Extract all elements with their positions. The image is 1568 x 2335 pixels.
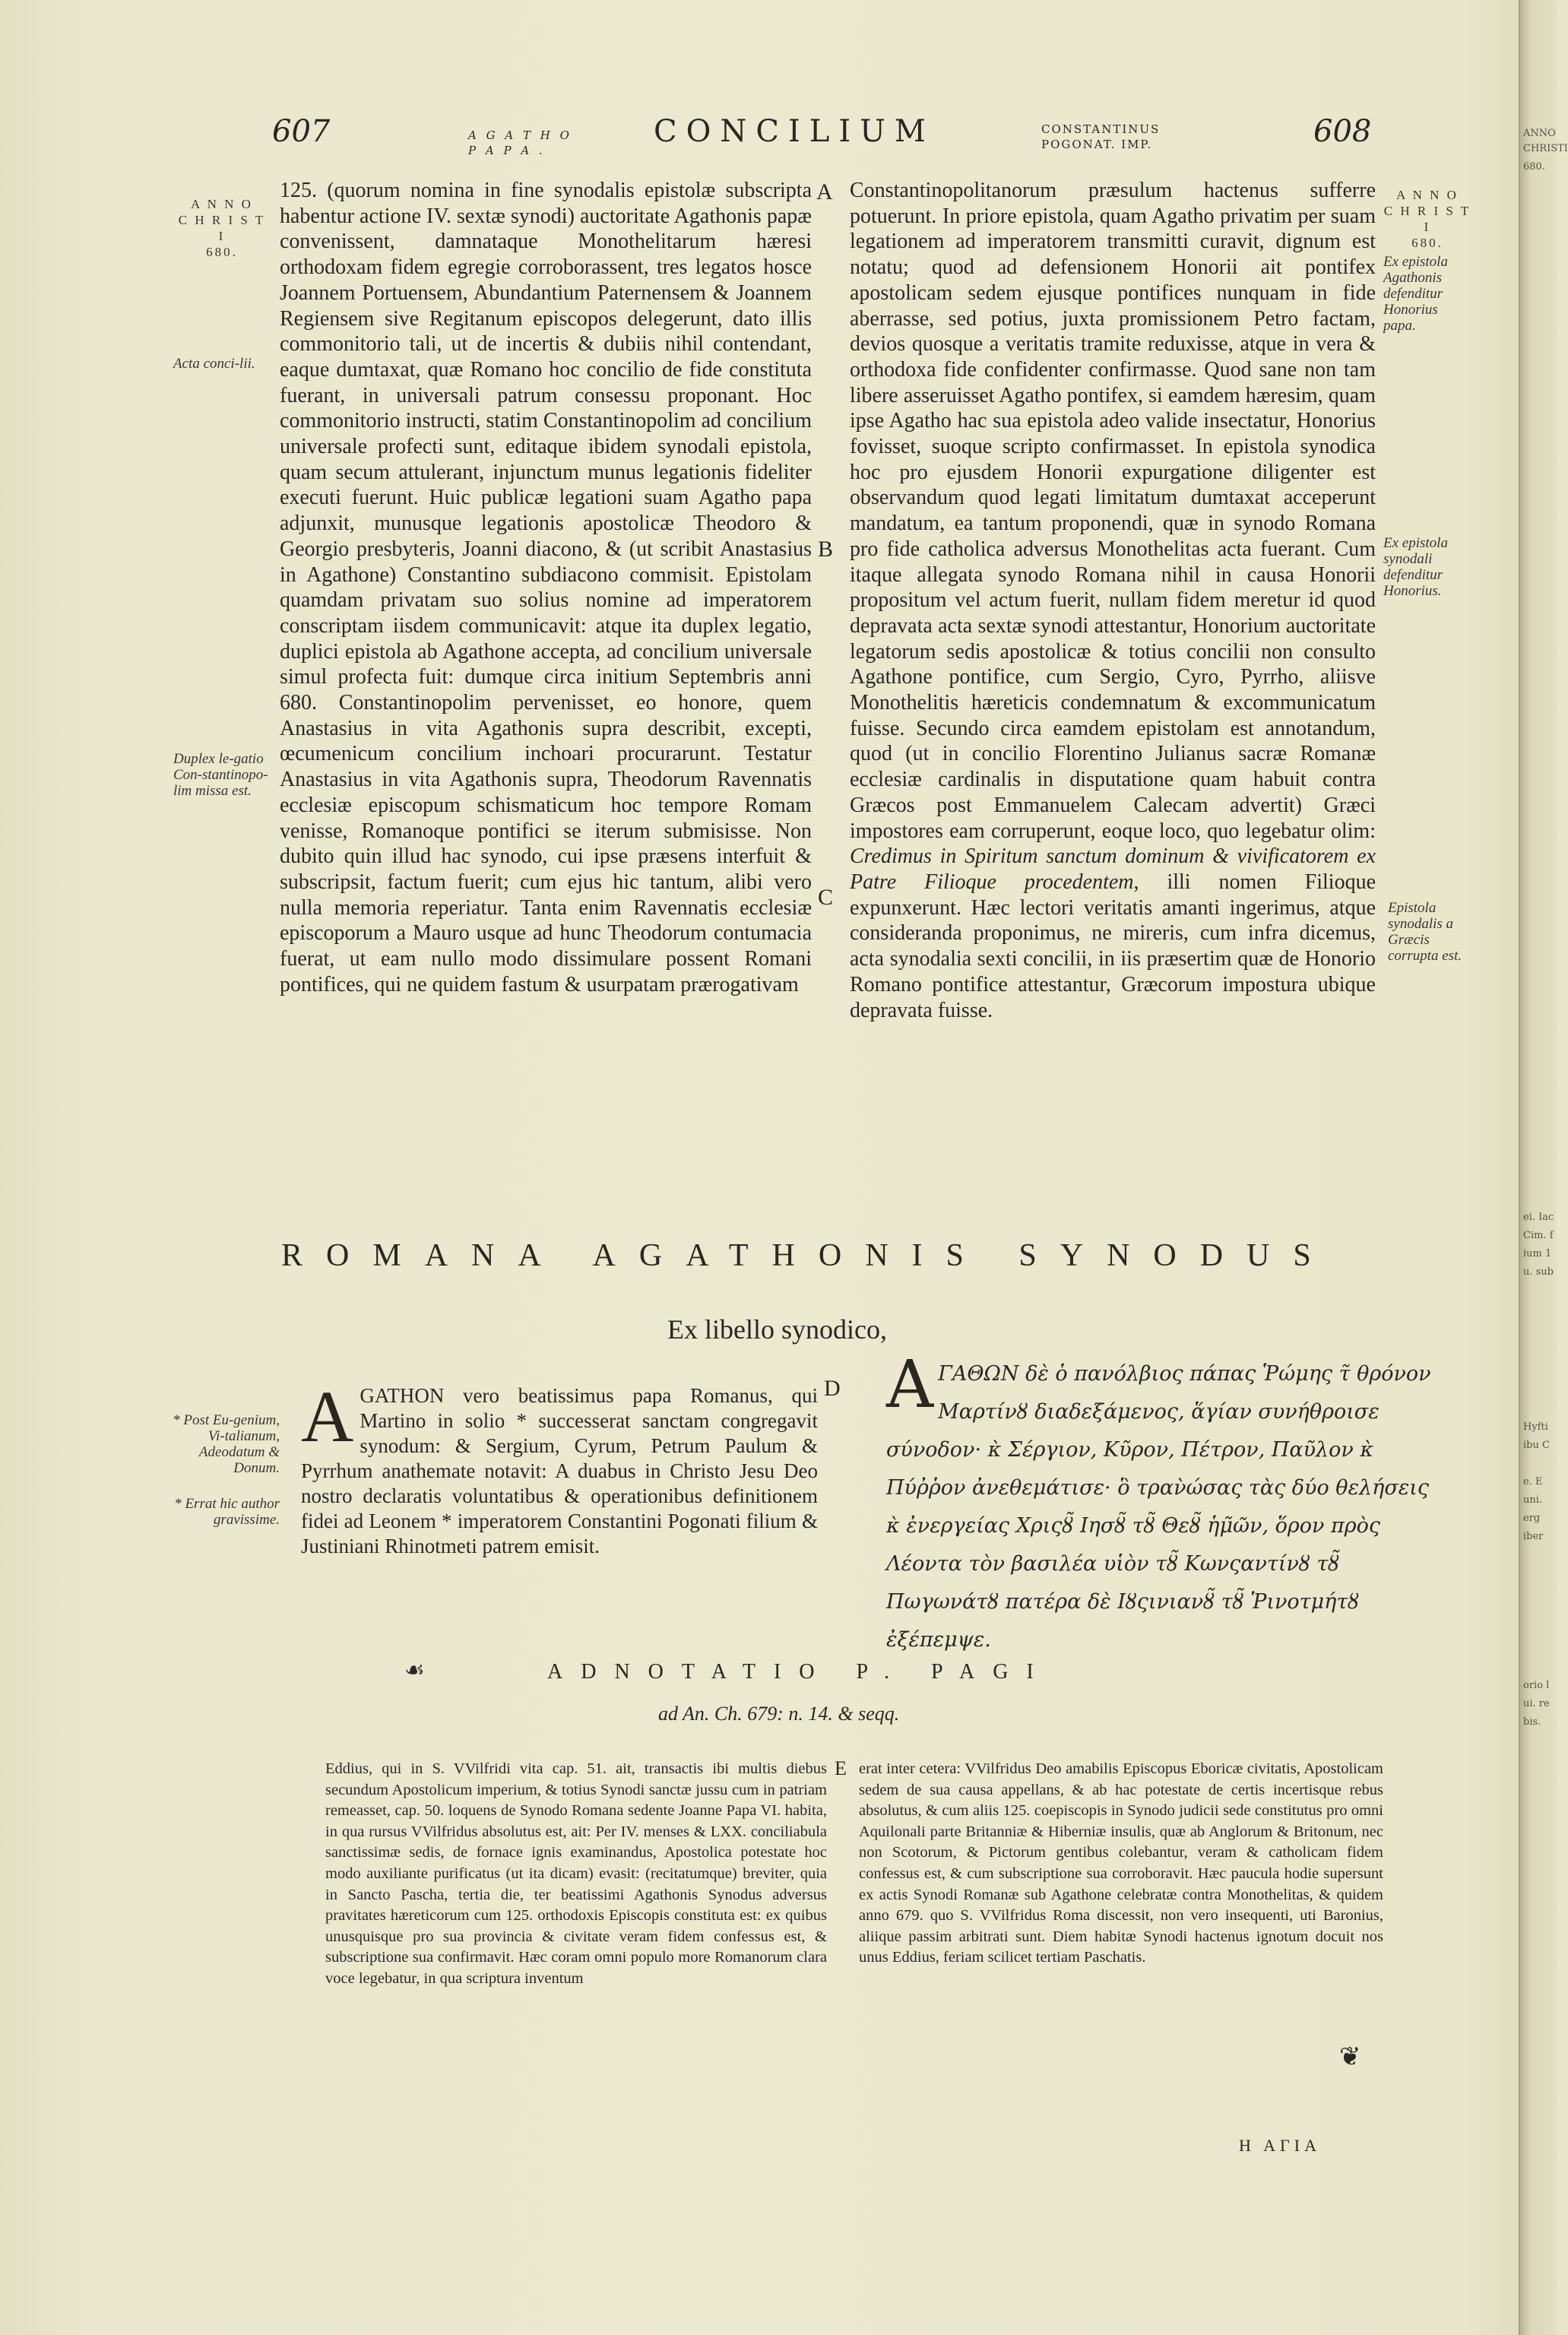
line-mark-b: B <box>818 537 834 562</box>
header-left-name <box>468 128 572 181</box>
annotatio-right-text: erat inter cetera: VVilfridus Deo amabilis Episcopus Eboricæ civitatis, Apostolicam sedem de sua causa appellans, & ab hac potestate de certis incertisque rebus absolutus, & cum aliis 125. coepiscopis in Synodo judicii sede constitutus pro omni Aquilonali parte Britanniæ & Hiberniæ insulis, quæ ab Anglorum & Britonum, nec non Scotorum, & Pictorum gentibus colebantur, veram & catholicam fidem confessus est, & cum subscriptione sua corroboravit. Hæc paucula hodie supersunt ex actis Synodi Romanæ sub Agathone celebratæ contra Monothelitas, & quidem anno 679. quo S. VVilfridus Roma discessit, non vero insequenti, uti Baronius, aliique passim arbitrati sunt. Diem habitæ Synodi hactenus ignotum docuit nos unus Eddius, feriam scilicet tertiam Paschatis. <box>859 1760 1383 1966</box>
edge-fragment: u. sub <box>1523 1266 1554 1278</box>
synod-heading: ROMANA AGATHONIS SYNODUS <box>281 1238 1335 1273</box>
edge-year: 680. <box>1523 161 1545 173</box>
header-pope-title: P A P A . <box>468 144 546 157</box>
latin-drop-cap: A <box>301 1376 354 1457</box>
edge-fragment: iber <box>1523 1531 1544 1542</box>
margin-anno: A N N O <box>191 197 253 211</box>
margin-note-errat: * Errat hic author gravissime. <box>174 1496 280 1528</box>
edge-fragment: bis. <box>1523 1716 1541 1728</box>
edge-fragment: ibu C <box>1523 1440 1550 1451</box>
margin-note-acta: Acta conci-lii. <box>173 356 255 372</box>
edge-fragment: erg <box>1523 1513 1541 1524</box>
margin-anno: A N N O <box>1396 188 1459 202</box>
right-column-text: Constantinopolitanorum præsulum hactenus sufferre potuerunt. In priore epistola, quam Agatho privatim per suam legationem ad imperatorem transmitti curavit, dignum est notatu; quod ad defensionem Honorii ait pontifex apostolicam sedem ejusque pontifices nunquam in fide aberrasse, sed potius, juxta promissionem Petro factam, devios quosque a veritatis tramite reduxisse, atque in vera & orthodoxa fide confidenter confirmasse. Quod sane non tam libere asseruisset Agatho pontifex, si eamdem hæresim, quam ipse Agatho hac sua epistola adeo valide insectatur, Honorius fovisset, suoque scripto confirmasset. In epistola synodica hoc pro ejusdem Honorii expurgatione diligenter est observandum quod legati limitatum dumtaxat acceperunt mandatum, ea tantum proponendi, quæ in synodo Romana pro fide catholica adversus Monothelitas acta fuerant. Cum itaque allegata synodo Romana nihil in causa Honorii propositum vel actum fuerit, nullam fidem meretur id quod depravata acta sextæ synodi attestantur, Honorium auctoritate legatorum sedis apostolicæ & totius concilii non consulto Agathone pontifice, cum Sergio, Cyro, Pyrrho, aliisve Monothelitis hæreticis condemnatum & excommunicatum fuisse. Secundo circa eamdem epistolam est annotandum, quod (ut in concilio Florentino Julianus sacræ Romanæ ecclesiæ cardinalis in disputatione quam habuit contra Græcos post Emmanuelem Calecam advertit) Græci impostores eam corruperunt, eoque loco, quo legebatur olim: <box>850 179 1376 843</box>
edge-fragment: uni. <box>1523 1494 1543 1506</box>
right-text-column <box>850 178 1376 1221</box>
margin-christi: C H R I S T I <box>1383 204 1471 234</box>
edge-anno: ANNO <box>1523 128 1556 139</box>
catchword: H AΓIA <box>1239 2136 1321 2155</box>
line-mark-a: A <box>816 179 833 204</box>
annotatio-reference: ad An. Ch. 679: n. 14. & seqq. <box>658 1703 900 1725</box>
synod-greek-text <box>886 1347 1433 1659</box>
synod-subheading: Ex libello synodico, <box>667 1314 887 1345</box>
right-column-paragraph <box>850 178 1376 1023</box>
edge-fragment: Hyfti <box>1523 1421 1548 1433</box>
edge-fragment: e. E <box>1523 1476 1543 1487</box>
margin-christi: C H R I S T I <box>178 213 266 243</box>
line-mark-d: D <box>824 1376 841 1401</box>
margin-anno-christi-right <box>1382 187 1473 251</box>
fleuron-ornament-icon: ☙ <box>404 1657 425 1684</box>
margin-year: 680. <box>1411 236 1443 250</box>
left-text-column <box>280 178 812 1221</box>
annotatio-left-column <box>325 1759 827 1990</box>
latin-synod-paragraph: GATHON vero beatissimus papa Romanus, qui Martino in solio * successerat sanctam congregavit synodum: & Sergium, Cyrum, Petrum Paulum & Pyrrhum anathemate notavit: A duabus in Christo Jesu Deo nostro declaratis voluntatibus & operationibus definitionem fidei ad Leonem * imperatorem Constantini Pogonati filium & Justiniani Rhinotmeti patrem emisit. <box>301 1384 818 1557</box>
margin-note-post-eugenium: * Post Eu-genium, Vi-talianum, Adeodatum & Donum. <box>173 1412 280 1476</box>
margin-note-duplex: Duplex le-gatio Con-stantinopo-lim missa est. <box>173 751 268 799</box>
greek-synod-paragraph: ΓΑΘΩΝ δὲ ὁ πανόλβιος πάπας Ῥώμης τ̃ θρόνον Μαρτίνȣ διαδεξάμενος, ἅγίαν συνήθροισε σύνοδον· κ̀ Σέργιον, Κῦρον, Πέτρον, Παῦλον κ̀ Πύῤῥον ἀνεθεμάτισε· ὃ τραν̀ώσας τὰς δύο θελήσεις κ̀ ἐνεργείας Χριςȣ̃ Ιησȣ̃ τȣ̃ Θεȣ̃ ἡμ̃ῶν, ὅρον πρὸς Λέοντα τὸν βασιλέα υἱὸν τȣ̃ Κωνςαντίνȣ τȣ̃ Πωγωνάτȣ πατέρα δὲ Ιȣςινιανȣ̃ τȣ̃ Ῥινοτμήτȣ ἐξέπεμψε. <box>886 1362 1431 1652</box>
header-emperor-title: POGONAT. IMP. <box>1041 138 1153 151</box>
edge-fragment: ei. Iac <box>1523 1212 1554 1223</box>
page-number-right: 608 <box>1313 114 1372 149</box>
edge-fragment: ui. re <box>1523 1698 1550 1709</box>
edge-fragment: Cim. f <box>1523 1230 1554 1241</box>
margin-year: 680. <box>206 245 238 259</box>
next-page-edge <box>1519 0 1568 2335</box>
edge-fragment: orio l <box>1523 1680 1550 1691</box>
edge-christi: CHRISTI <box>1523 143 1568 154</box>
header-right-name <box>1041 122 1160 175</box>
header-pope-name: A G A T H O <box>468 128 572 142</box>
margin-anno-christi-left <box>176 196 268 260</box>
annotatio-title: ADNOTATIO P. PAGI <box>547 1660 1052 1684</box>
line-mark-e: E <box>835 1757 847 1779</box>
left-column-paragraph: 125. (quorum nomina in fine synodalis epistolæ subscripta habentur actione IV. sextæ synodi) auctoritate Agathonis papæ convenissent, damnataque Monothelitarum hæresi orthodoxam fidem egregie corroborassent, tres legatos hosce Joannem Portuensem, Abundantium Paternensem & Joannem Regiensem sive Regitanum episcopos delegerunt, dato illis commonitorio tali, ut de incertis & dubiis nihil contendant, eaque dumtaxat, quæ Romano hoc concilio de fide constituta fuerant, in universali patrum consessu proponant. Hoc commonitorio instructi, statim Constantinopolim ad concilium universale profecti sunt, editaque ibidem synodali epistola, quam secum attulerant, injunctum munus legationis fideliter executi fuerunt. Huic publicæ legationi suam Agatho papa adjunxit, munusque legationis apostolicæ Theodoro & Georgio presbyteris, Joanni diacono, & (ut scribit Anastasius in Agathone) Constantino subdiacono commisit. Epistolam quamdam privatam suo solius nomine ad imperatorem conscriptam iisdem communicavit: atque ita duplex legatio, duplici epistola ab Agathone accepta, ad concilium universale simul profecta fuit: dumque circa initium Septembris anni 680. Constantinopolim pervenisset, eo honore, quem Anastasius in vita Agathonis supra describit, excepti, œcumenicum concilium inchoari procurarunt. Testatur Anastasius in vita Agathonis supra, Theodorum Ravennatis ecclesiæ episcopum schismaticum hoc tempore Romam venisse, Romanoque pontifici se iterum submisisse. Non dubito quin illud hac synodo, cui ipse præsens interfuit & subscripsit, factum fuerit; cum ejus hic tantum, alibi vero nulla memoria reperiatur. Tanta enim Ravennatis ecclesiæ episcoporum a Mauro usque ad hunc Theodorum contumacia fuerat, ut eam nullo modo dissimulare possent Romani pontifices, qui ne quidem fastum & usurpatam prærogativam <box>280 179 812 996</box>
line-mark-c: C <box>818 885 834 910</box>
creed-quotation: Credimus in Spiritum sanctum dominum & vivificatorem ex Patre Filioque procedentem <box>850 844 1376 894</box>
edge-fragment: ium 1 <box>1523 1248 1552 1259</box>
right-column-text-end: , illi nomen Filioque expunxerunt. Hæc lectori veritatis amanti ingerimus, atque consideranda proponimus, ne mireris, cum infra dicemus, acta synodalia sexti concilii, in iis præsertim quæ de Honorio Romano pontifice attestantur, Græcorum impostura ubique depravata fuisse. <box>850 870 1376 1022</box>
annotatio-left-text: Eddius, qui in S. VVilfridi vita cap. 51. ait, transactis ibi multis diebus secundum Apostolicum imperium, & totius Synodi sanctæ jussu cum in patriam remeasset, cap. 50. loquens de Synodo Romana sedente Joanne Papa VI. habita, in qua rursus VVilfridus absolutus est, ait: Per IV. menses & LXX. conciliabula sanctissimæ sedis, de fornace ignis examinandus, Apostolica potestate hoc modo auxiliante purificatus (ut ita dicam) evasit: (recitatumque) breviter, quia in Sancto Pascha, tertia die, ter beatissimi Agathonis Synodus adversus pravitates hæreticorum cum 125. orthodoxis Episcopis constituta est: ex quibus unusquisque pro sua provincia & civitate veram fidem confessus est, & subscriptione sua confirmavit. Hæc coram omni populo more Romanorum clara voce legebatur, in qua scriptura inventum <box>325 1760 827 1987</box>
end-ornament-icon: ❦ <box>1339 2042 1361 2072</box>
annotatio-right-column <box>859 1759 1383 1969</box>
margin-note-ex-epistola: Ex epistola Agathonis defenditur Honorius papa. <box>1383 254 1448 334</box>
synod-latin-text <box>301 1376 818 1559</box>
header-emperor-name: CONSTANTINUS <box>1041 122 1161 136</box>
running-title: CONCILIUM <box>654 114 935 149</box>
margin-note-ex-epistola-synodali: Ex epistola synodali defenditur Honorius. <box>1383 535 1448 599</box>
margin-note-epistola-corrupta: Epistola synodalis a Græcis corrupta est. <box>1388 900 1462 964</box>
page-number-left: 607 <box>272 114 331 149</box>
greek-drop-cap: Α <box>886 1347 934 1423</box>
